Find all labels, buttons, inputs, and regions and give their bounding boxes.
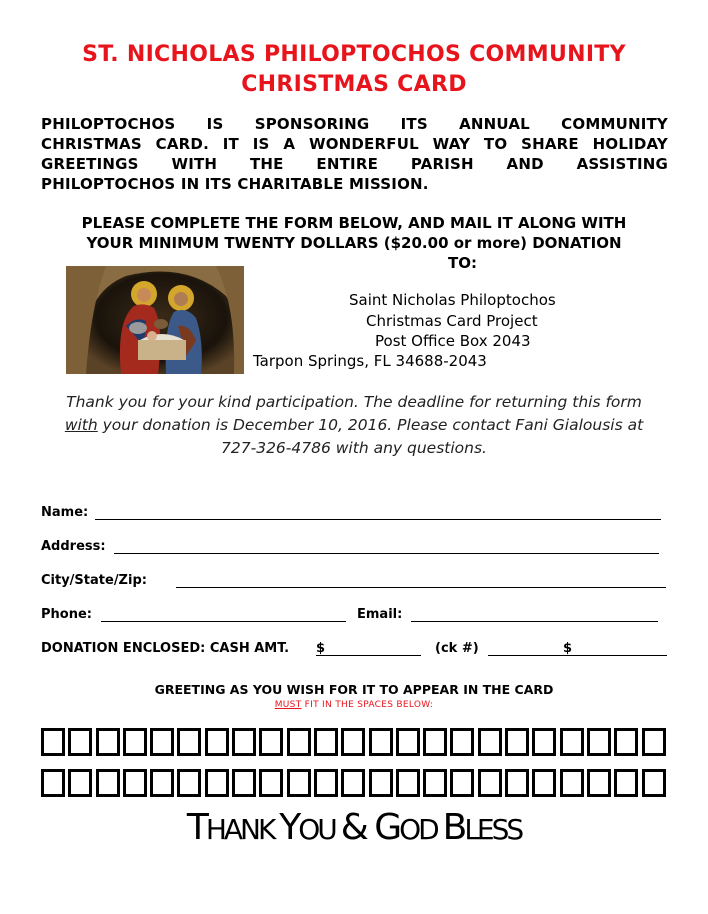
phone-field[interactable] [101, 621, 346, 622]
greeting-character-box[interactable] [423, 728, 447, 756]
bless-y: Y [279, 807, 299, 848]
instructions-line-3: TO: [448, 254, 477, 272]
city-state-zip-label: City/State/Zip: [41, 573, 147, 588]
thank-you-god-bless [0, 808, 708, 850]
mailing-address-line-4: Tarpon Springs, FL 34688-2043 [253, 352, 487, 370]
greeting-character-box[interactable] [369, 728, 393, 756]
greeting-character-box[interactable] [314, 769, 338, 797]
greeting-heading: GREETING AS YOU WISH FOR IT TO APPEAR IN THE CARD [154, 682, 554, 697]
greeting-character-box[interactable] [396, 728, 420, 756]
bless-b: B [442, 807, 465, 848]
greeting-character-box[interactable] [642, 728, 666, 756]
greeting-subheading [0, 700, 708, 710]
greeting-character-box[interactable] [259, 728, 283, 756]
greeting-character-box[interactable] [560, 728, 584, 756]
bless-amp: & [340, 807, 375, 848]
intro-line-1: PHILOPTOCHOS IS SPONSORING ITS ANNUAL COMMUNITY [41, 115, 668, 133]
phone-label: Phone: [41, 607, 92, 622]
thanks-paragraph [30, 391, 678, 460]
mailing-address-line-1: Saint Nicholas Philoptochos [349, 291, 556, 309]
bless-less: LESS [464, 813, 522, 846]
greeting-character-box[interactable] [450, 728, 474, 756]
cash-dollar-sign: $ [316, 641, 326, 656]
bless-g: G [374, 807, 400, 848]
greeting-character-box[interactable] [123, 728, 147, 756]
thanks-line-2 [30, 414, 678, 437]
mailing-address-line-2: Christmas Card Project [366, 312, 538, 330]
must-text: MUST [274, 700, 302, 710]
greeting-character-box[interactable] [232, 728, 256, 756]
address-field[interactable] [114, 553, 659, 554]
greeting-character-box[interactable] [450, 769, 474, 797]
title-line-2: CHRISTMAS CARD [241, 72, 467, 97]
greeting-character-box[interactable] [560, 769, 584, 797]
check-dollar-sign: $ [563, 641, 573, 656]
greeting-box-row-2 [41, 769, 669, 797]
greeting-character-box[interactable] [614, 769, 638, 797]
greeting-character-box[interactable] [505, 728, 529, 756]
greeting-character-box[interactable] [532, 769, 556, 797]
greeting-character-box[interactable] [341, 769, 365, 797]
intro-paragraph [41, 114, 668, 194]
name-field[interactable] [95, 519, 661, 520]
greeting-character-box[interactable] [287, 728, 311, 756]
bless-hank: HANK [205, 813, 280, 846]
page-title [0, 40, 708, 100]
instructions-line-1: PLEASE COMPLETE THE FORM BELOW, AND MAIL IT ALONG WITH [81, 214, 627, 232]
greeting-character-box[interactable] [259, 769, 283, 797]
greeting-character-box[interactable] [68, 769, 92, 797]
mailing-address-line-3: Post Office Box 2043 [375, 332, 531, 350]
greeting-character-box[interactable] [642, 769, 666, 797]
greeting-character-box[interactable] [314, 728, 338, 756]
greeting-character-box[interactable] [150, 728, 174, 756]
greeting-character-box[interactable] [614, 728, 638, 756]
intro-line-4: PHILOPTOCHOS IN ITS CHARITABLE MISSION. [41, 175, 429, 193]
greeting-character-box[interactable] [96, 728, 120, 756]
greeting-box-row-1 [41, 728, 669, 756]
greeting-character-box[interactable] [369, 769, 393, 797]
greeting-character-box[interactable] [478, 728, 502, 756]
cash-amount-field[interactable] [316, 655, 421, 656]
thanks-line-1: Thank you for your kind participation. The deadline for returning this form [66, 393, 642, 411]
name-label: Name: [41, 505, 89, 520]
check-number-label: (ck #) [435, 641, 479, 656]
email-field[interactable] [411, 621, 658, 622]
greeting-character-box[interactable] [532, 728, 556, 756]
nativity-icon-image [66, 266, 244, 374]
greeting-character-box[interactable] [232, 769, 256, 797]
greeting-character-box[interactable] [68, 728, 92, 756]
greeting-character-box[interactable] [341, 728, 365, 756]
greeting-character-box[interactable] [396, 769, 420, 797]
nativity-icon [66, 266, 244, 374]
email-label: Email: [357, 607, 403, 622]
greeting-character-box[interactable] [287, 769, 311, 797]
greeting-character-box[interactable] [41, 769, 65, 797]
greeting-character-box[interactable] [96, 769, 120, 797]
bless-t: T [186, 807, 206, 848]
address-label: Address: [41, 539, 106, 554]
greeting-character-box[interactable] [587, 728, 611, 756]
city-state-zip-field[interactable] [176, 587, 666, 588]
greeting-character-box[interactable] [150, 769, 174, 797]
thanks-line-3: 727-326-4786 with any questions. [221, 439, 487, 457]
instructions [0, 213, 708, 273]
greeting-character-box[interactable] [423, 769, 447, 797]
bless-ou: OU [298, 813, 341, 846]
greeting-character-box[interactable] [41, 728, 65, 756]
donation-label: DONATION ENCLOSED: CASH AMT. [41, 641, 290, 656]
fit-text: FIT IN THE SPACES BELOW: [301, 700, 434, 710]
instructions-line-2: YOUR MINIMUM TWENTY DOLLARS ($20.00 or more) DONATION [86, 234, 622, 252]
thanks-with-underlined: with [64, 416, 98, 434]
title-line-1: ST. NICHOLAS PHILOPTOCHOS COMMUNITY [82, 42, 626, 67]
greeting-character-box[interactable] [205, 769, 229, 797]
greeting-character-box[interactable] [587, 769, 611, 797]
greeting-character-box[interactable] [123, 769, 147, 797]
greeting-character-box[interactable] [478, 769, 502, 797]
intro-line-3: GREETINGS WITH THE ENTIRE PARISH AND ASSISTING [41, 155, 668, 173]
bless-od: OD [399, 813, 443, 846]
greeting-character-box[interactable] [177, 728, 201, 756]
greeting-character-box[interactable] [505, 769, 529, 797]
greeting-character-box[interactable] [205, 728, 229, 756]
intro-line-2: CHRISTMAS CARD. IT IS A WONDERFUL WAY TO SHARE HOLIDAY [41, 135, 668, 153]
check-number-field[interactable] [488, 655, 667, 656]
thanks-line-2-rest: your donation is December 10, 2016. Please contact Fani Gialousis at [97, 416, 644, 434]
greeting-character-box[interactable] [177, 769, 201, 797]
